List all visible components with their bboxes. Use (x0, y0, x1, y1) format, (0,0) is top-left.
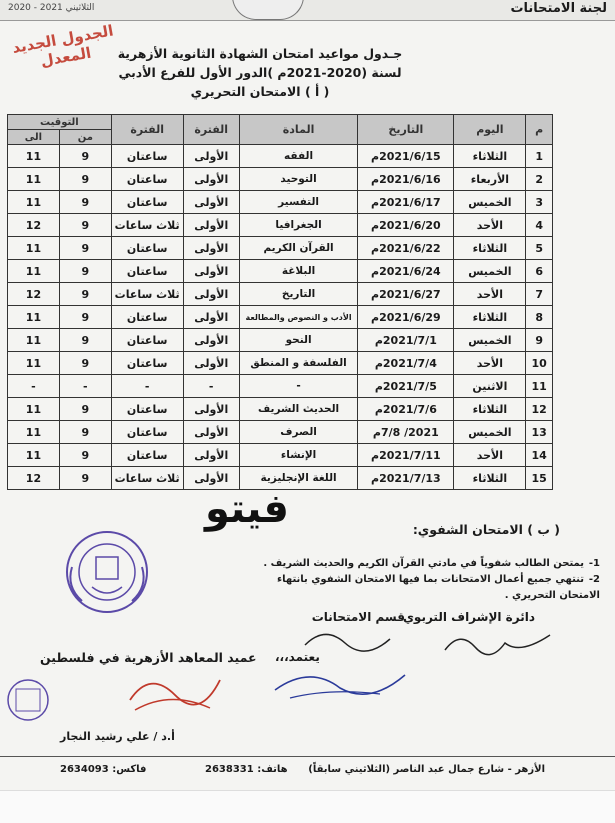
row-date: 2021/7/1م (358, 329, 454, 352)
row-day: الاثنين (454, 375, 526, 398)
oral-exam-title: ( ب ) الامتحان الشفوي: (412, 522, 560, 537)
table-row (8, 421, 553, 444)
row-period: الأولى (183, 421, 239, 444)
top-left-text: 2020 - 2021 الثلاثيني (8, 3, 95, 13)
row-from: 9 (59, 421, 111, 444)
row-from: 9 (59, 283, 111, 306)
signature-exams-icon (300, 625, 400, 655)
row-to: 11 (8, 237, 60, 260)
title-line-1: جـدول مواعيد امتحان الشهادة الثانوية الأزهرية (117, 46, 403, 61)
dean-name: أ.د / علي رشيد النجار (60, 730, 175, 743)
watermark-logo: فيتو (205, 486, 289, 532)
table-row (8, 283, 553, 306)
row-day: الأحد (454, 283, 526, 306)
row-day: الثلاثاء (454, 306, 526, 329)
row-index: 1 (526, 145, 553, 168)
row-from: 9 (59, 214, 111, 237)
row-day: الثلاثاء (454, 237, 526, 260)
row-from: 9 (59, 191, 111, 214)
row-date: 2021/6/29م (358, 306, 454, 329)
table-row (8, 168, 553, 191)
row-duration: ساعتان (111, 237, 183, 260)
row-duration: ثلاث ساعات (111, 283, 183, 306)
row-duration: ساعتان (111, 352, 183, 375)
footer-address: الأزهر - شارع جمال عبد الناصر (الثلاثيني سابقاً) (308, 764, 545, 775)
row-period: الأولى (183, 283, 239, 306)
row-subject: الفلسفة و المنطق (239, 352, 357, 375)
footer-divider (0, 756, 615, 757)
signature-approve-icon (270, 660, 410, 705)
row-period: - (183, 375, 239, 398)
row-to: 11 (8, 444, 60, 467)
footer-phone: هاتف: 2638331 (205, 764, 288, 775)
row-index: 7 (526, 283, 553, 306)
row-duration: ساعتان (111, 398, 183, 421)
row-day: الخميس (454, 260, 526, 283)
row-from: 9 (59, 467, 111, 490)
row-from: - (59, 375, 111, 398)
row-to: 11 (8, 329, 60, 352)
row-duration: ساعتان (111, 329, 183, 352)
col-time: التوقيت (8, 115, 112, 130)
row-to: 12 (8, 214, 60, 237)
table-row (8, 444, 553, 467)
table-row (8, 214, 553, 237)
row-subject: البلاغة (239, 260, 357, 283)
bottom-margin (0, 790, 615, 823)
row-period: الأولى (183, 306, 239, 329)
row-duration: ساعتان (111, 421, 183, 444)
row-period: الأولى (183, 329, 239, 352)
row-index: 14 (526, 444, 553, 467)
row-date: 2021/7/13م (358, 467, 454, 490)
row-period: الأولى (183, 398, 239, 421)
row-subject: الفقه (239, 145, 357, 168)
col-from: من (59, 130, 111, 145)
row-subject: اللغة الإنجليزية (239, 467, 357, 490)
row-duration: ساعتان (111, 444, 183, 467)
row-to: 11 (8, 421, 60, 444)
row-date: 2021/6/16م (358, 168, 454, 191)
row-to: 11 (8, 352, 60, 375)
oral-note: 2-تنتهي جميع أعمال الامتحانات بما فيها الامتحان الشفوي بانتهاء الامتحان التحريري . (276, 574, 600, 601)
handwritten-stamp: الجدول الجديد المعدل (10, 21, 115, 71)
row-day: الثلاثاء (454, 145, 526, 168)
row-date: 2021/6/27م (358, 283, 454, 306)
row-index: 5 (526, 237, 553, 260)
row-to: 11 (8, 168, 60, 191)
table-row (8, 237, 553, 260)
row-from: 9 (59, 306, 111, 329)
row-duration: ثلاث ساعات (111, 467, 183, 490)
row-period: الأولى (183, 237, 239, 260)
row-day: الأربعاء (454, 168, 526, 191)
row-period: الأولى (183, 214, 239, 237)
row-duration: - (111, 375, 183, 398)
row-from: 9 (59, 352, 111, 375)
row-index: 15 (526, 467, 553, 490)
row-day: الخميس (454, 191, 526, 214)
row-index: 10 (526, 352, 553, 375)
row-period: الأولى (183, 168, 239, 191)
row-index: 12 (526, 398, 553, 421)
col-idx: م (526, 115, 553, 145)
row-to: 11 (8, 260, 60, 283)
table-row (8, 352, 553, 375)
document-title (100, 44, 420, 101)
row-subject: التاريخ (239, 283, 357, 306)
row-day: الخميس (454, 329, 526, 352)
row-to: 11 (8, 191, 60, 214)
row-subject: التوحيد (239, 168, 357, 191)
row-subject: النحو (239, 329, 357, 352)
col-date: التاريخ (358, 115, 454, 145)
row-from: 9 (59, 168, 111, 191)
col-duration: الفترة (111, 115, 183, 145)
row-date: 2021/7/5م (358, 375, 454, 398)
row-subject: الأدب و النصوص والمطالعة (239, 306, 357, 329)
table-row (8, 398, 553, 421)
top-header (0, 0, 615, 21)
table-row (8, 306, 553, 329)
row-day: الثلاثاء (454, 398, 526, 421)
row-period: الأولى (183, 191, 239, 214)
supervision-label: دائرة الإشراف التربوي (402, 610, 535, 624)
row-day: الخميس (454, 421, 526, 444)
row-index: 9 (526, 329, 553, 352)
row-from: 9 (59, 260, 111, 283)
footer-fax: فاكس: 2634093 (60, 764, 147, 775)
row-period: الأولى (183, 444, 239, 467)
row-to: 11 (8, 306, 60, 329)
committee-label: لجنة الامتحانات (510, 1, 607, 16)
row-day: الأحد (454, 444, 526, 467)
row-date: 2021/7/4م (358, 352, 454, 375)
col-day: اليوم (454, 115, 526, 145)
row-date: 2021/6/22م (358, 237, 454, 260)
row-to: 12 (8, 467, 60, 490)
row-from: 9 (59, 444, 111, 467)
row-from: 9 (59, 398, 111, 421)
row-subject: الجغرافيا (239, 214, 357, 237)
title-line-2: لسنة (2020-2021م )الدور الأول للفرع الأدبي (118, 65, 402, 80)
title-line-3: ( أ ) الامتحان التحريري (190, 84, 330, 99)
row-duration: ثلاث ساعات (111, 214, 183, 237)
row-duration: ساعتان (111, 168, 183, 191)
col-to: الى (8, 130, 60, 145)
row-duration: ساعتان (111, 306, 183, 329)
row-subject: الإنشاء (239, 444, 357, 467)
row-period: الأولى (183, 145, 239, 168)
row-date: 2021/6/24م (358, 260, 454, 283)
oral-notes (250, 556, 600, 604)
col-period: الفترة (183, 115, 239, 145)
row-subject: الصرف (239, 421, 357, 444)
row-date: 2021/7/6م (358, 398, 454, 421)
table-row (8, 191, 553, 214)
row-duration: ساعتان (111, 145, 183, 168)
schedule-body (8, 145, 553, 490)
row-day: الثلاثاء (454, 467, 526, 490)
col-subject: المادة (239, 115, 357, 145)
dean-label: عميد المعاهد الأزهرية في فلسطين (40, 650, 257, 665)
signature-supervision-icon (440, 625, 560, 665)
row-period: الأولى (183, 260, 239, 283)
azhar-seal-icon (62, 527, 152, 617)
row-date: 2021/ 7/8م (358, 421, 454, 444)
row-period: الأولى (183, 352, 239, 375)
row-to: 11 (8, 398, 60, 421)
row-to: - (8, 375, 60, 398)
row-to: 12 (8, 283, 60, 306)
signature-dean-icon (120, 660, 230, 720)
small-seal-icon (0, 675, 60, 725)
oral-note: 1-يمتحن الطالب شفوياً في مادتي القرآن الكريم والحديث الشريف . (263, 558, 600, 569)
row-day: الأحد (454, 352, 526, 375)
table-row (8, 375, 553, 398)
row-subject: - (239, 375, 357, 398)
row-period: الأولى (183, 467, 239, 490)
row-from: 9 (59, 329, 111, 352)
exams-dept-label: قسم الامتحانات (311, 610, 405, 624)
table-row (8, 260, 553, 283)
row-from: 9 (59, 237, 111, 260)
row-index: 3 (526, 191, 553, 214)
exam-schedule-table (7, 114, 553, 490)
row-date: 2021/6/17م (358, 191, 454, 214)
row-subject: القرآن الكريم (239, 237, 357, 260)
row-index: 2 (526, 168, 553, 191)
row-from: 9 (59, 145, 111, 168)
row-duration: ساعتان (111, 191, 183, 214)
row-date: 2021/6/15م (358, 145, 454, 168)
row-index: 13 (526, 421, 553, 444)
approve-label: يعتمد،،، (275, 650, 320, 664)
row-date: 2021/6/20م (358, 214, 454, 237)
row-subject: الحديث الشريف (239, 398, 357, 421)
row-date: 2021/7/11م (358, 444, 454, 467)
row-duration: ساعتان (111, 260, 183, 283)
table-row (8, 145, 553, 168)
row-index: 11 (526, 375, 553, 398)
row-subject: التفسير (239, 191, 357, 214)
row-index: 8 (526, 306, 553, 329)
table-row (8, 329, 553, 352)
row-index: 6 (526, 260, 553, 283)
row-to: 11 (8, 145, 60, 168)
row-day: الأحد (454, 214, 526, 237)
top-seal-icon (232, 0, 304, 20)
row-index: 4 (526, 214, 553, 237)
